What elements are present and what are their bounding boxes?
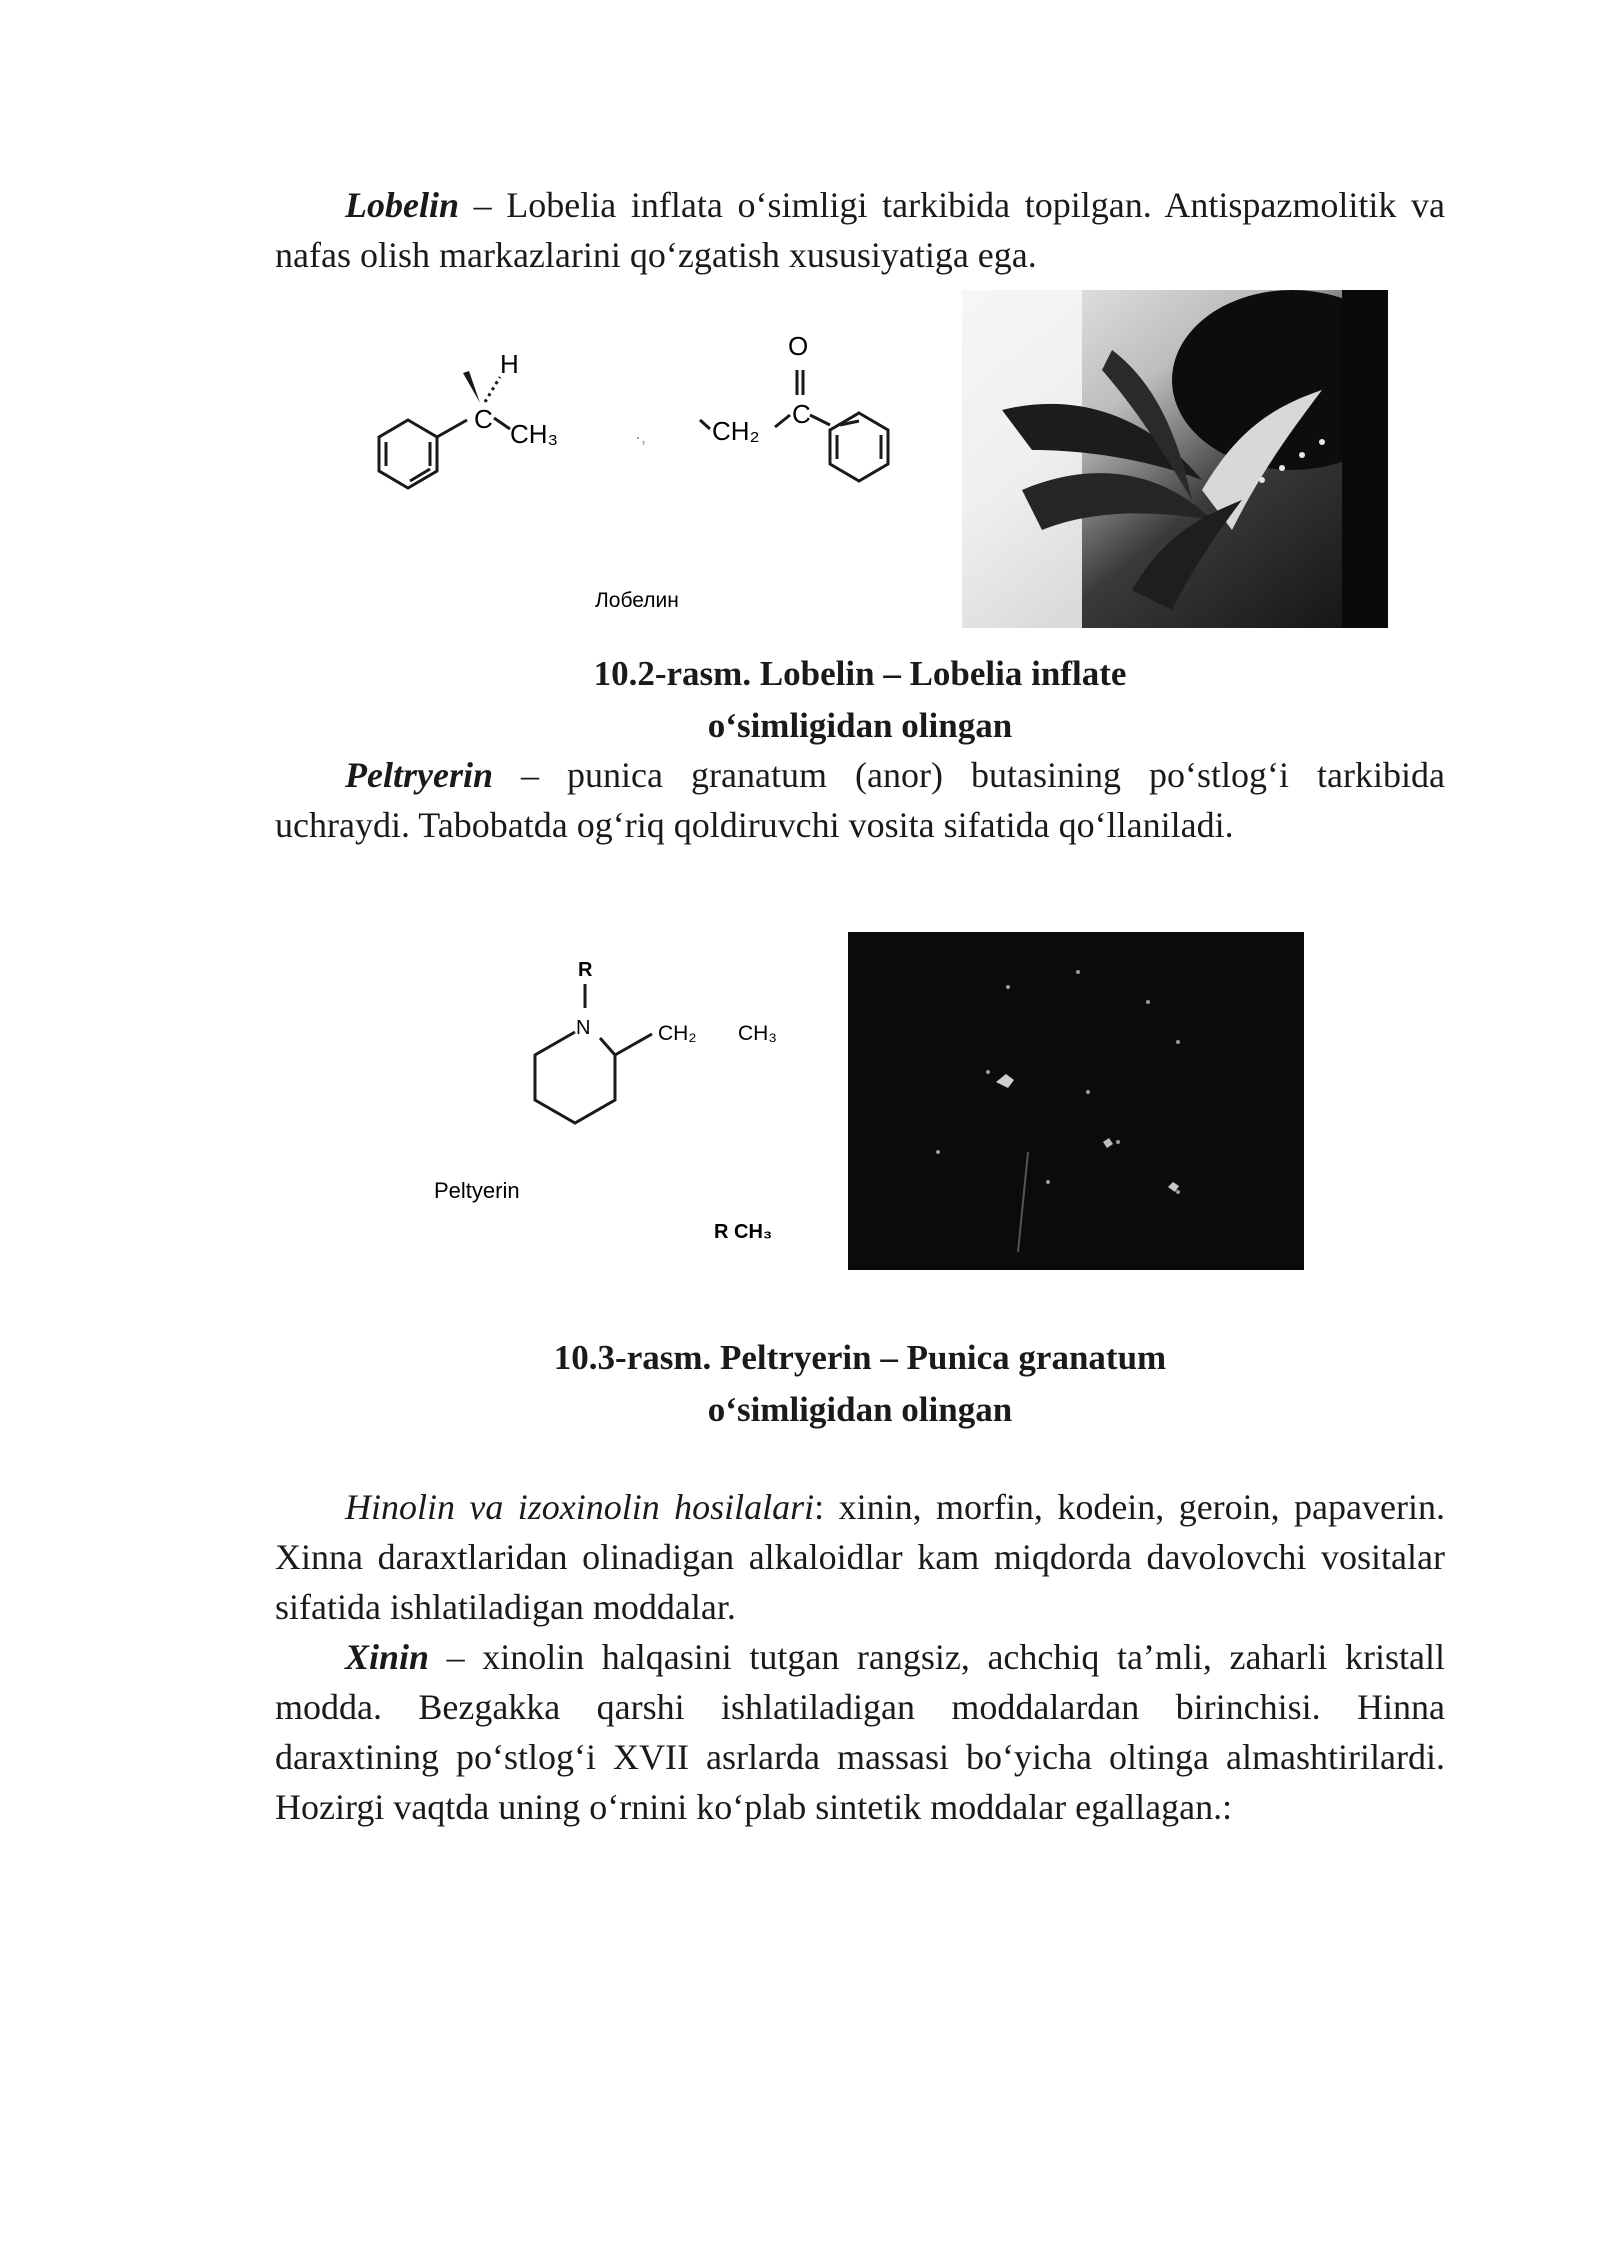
punica-granatum-photo <box>848 932 1304 1270</box>
compound-name-lobelin: Лобелин <box>595 589 679 612</box>
right-benzene-ring <box>830 413 888 481</box>
term-hinolin: Hinolin va izoxinolin hosilalari <box>345 1487 815 1527</box>
bond-ring-ch2 <box>615 1034 652 1055</box>
group-ch3: CH₃ <box>738 1022 777 1045</box>
r-substituent-note: R CH₃ <box>714 1221 773 1243</box>
peltyerin-structure-diagram <box>420 948 820 1258</box>
figure-caption-1 <box>275 648 1445 752</box>
group-ch3: CH₃ <box>510 419 559 449</box>
bond-ch2-c <box>775 415 790 427</box>
term-xinin: Xinin <box>345 1637 430 1677</box>
group-ch2: CH₂ <box>658 1022 697 1045</box>
text-xinin: – xinolin halqasini tutgan rangsiz, achchiq ta’mli, zaharli kristall modda. Bezgakka qarshi ishlatiladigan moddalardan birinchisi. Hinna daraxtining po‘stlog‘i XVII asrlarda massasi bo‘yicha oltinga almashtirilardi. Hozirgi vaqtda uning o‘rnini ko‘plab sintetik moddalar egallagan.: <box>275 1637 1445 1827</box>
text-hinolin: : xinin, morfin, kodein, geroin, papaverin. Xinna daraxtlaridan olinadigan alkaloidlar kam miqdorda davolovchi vositalar sifatida ishlatiladigan moddalar. <box>275 1487 1445 1627</box>
atom-h: H <box>500 349 519 379</box>
figure-caption-2-line1: 10.3-rasm. Peltryerin – Punica granatum <box>553 1338 1167 1377</box>
atom-n: N <box>576 1017 591 1039</box>
figure-caption-2 <box>275 1332 1445 1436</box>
atom-o: O <box>788 331 809 361</box>
bond-c-ch3 <box>494 418 510 429</box>
term-lobelin: Lobelin <box>345 185 459 225</box>
dashed-bond-h <box>485 377 500 402</box>
group-ch2: CH₂ <box>712 416 760 446</box>
compound-name-peltyerin: Peltyerin <box>434 1178 520 1203</box>
bond-ring-c <box>437 420 467 437</box>
atom-c-right: C <box>792 399 811 429</box>
term-peltryerin: Peltryerin <box>345 755 493 795</box>
figure-caption-1-line2: o‘simligidan olingan <box>707 706 1013 745</box>
piperidine-ring <box>535 1032 615 1123</box>
lobelin-structure-diagram <box>360 325 950 625</box>
faint-mark: ·, <box>635 427 646 447</box>
figure-caption-1-line1: 10.2-rasm. Lobelin – Lobelia inflate <box>593 654 1127 693</box>
lobelia-plant-photo <box>962 290 1388 628</box>
bond-c-ring <box>810 415 830 425</box>
text-lobelin: – Lobelia inflata o‘simligi tarkibida topilgan. Antispazmolitik va nafas olish markazlarini qo‘zgatish xususiyatiga ega. <box>275 185 1445 275</box>
left-benzene-ring <box>379 420 437 488</box>
text-peltryerin: – punica granatum (anor) butasining po‘stlog‘i tarkibida uchraydi. Tabobatda og‘riq qoldiruvchi vosita sifatida qo‘llaniladi. <box>275 755 1445 845</box>
paragraph-xinin <box>275 1632 1445 1832</box>
paragraph-peltryerin <box>275 750 1445 850</box>
paragraph-lobelin <box>275 180 1445 280</box>
atom-c-left: C <box>474 404 493 434</box>
figure-caption-2-line2: o‘simligidan olingan <box>707 1390 1013 1429</box>
group-r: R <box>578 959 593 981</box>
paragraph-hinolin <box>275 1482 1445 1632</box>
wedge-bond <box>463 371 480 403</box>
bond-to-ch2 <box>700 420 710 429</box>
